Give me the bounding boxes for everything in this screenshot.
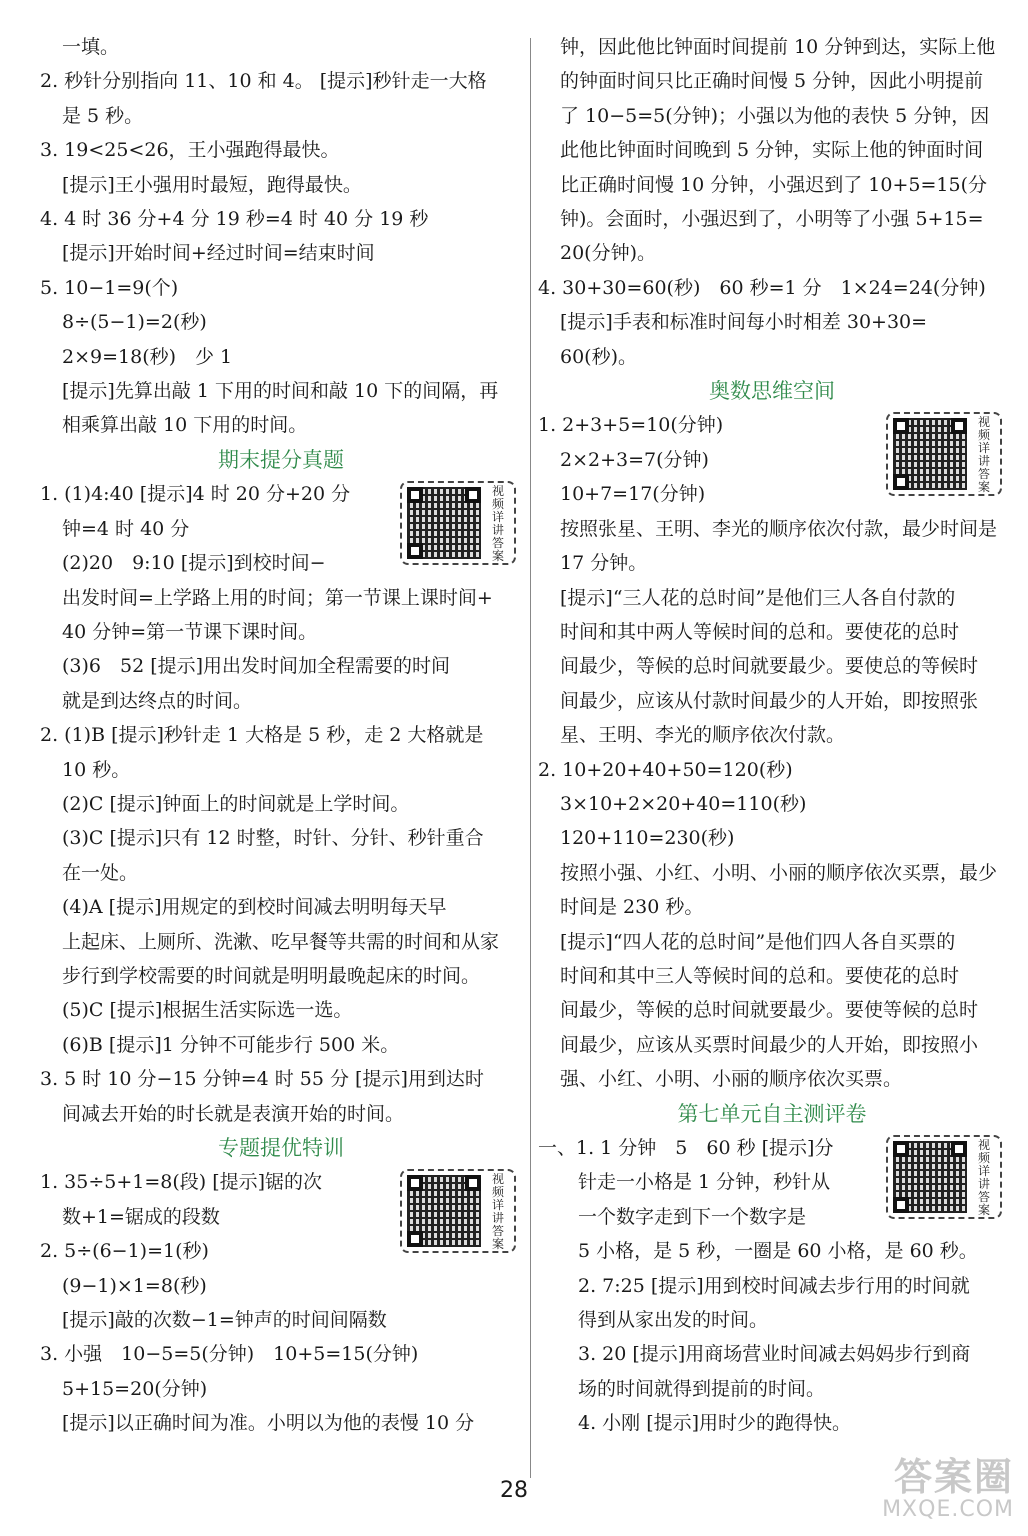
answer-line: 间减去开始的时长就是表演开始的时间。 (62, 1102, 405, 1125)
answer-line: 1. 35÷5+1=8(段) [提示]锯的次 (40, 1171, 323, 1194)
qr-video-label: 视频详讲答案 (492, 484, 505, 563)
right-column (538, 30, 1006, 1441)
answer-line: 2. 7:25 [提示]用到校时间减去步行用的时间就 (578, 1274, 970, 1297)
answer-line: 强、小红、小明、小丽的顺序依次买票。 (560, 1068, 903, 1091)
answer-line: 60(秒)。 (560, 345, 638, 368)
answer-line: 4. 30+30=60(秒) 60 秒=1 分 1×24=24(分钟) (538, 276, 986, 299)
answer-line: 数+1=锯成的段数 (62, 1205, 220, 1228)
answer-line: (6)B [提示]1 分钟不可能步行 500 米。 (62, 1033, 400, 1056)
answer-line: 2. 10+20+40+50=120(秒) (538, 758, 793, 781)
answer-line: (4)A [提示]用规定的到校时间减去明明每天早 (62, 896, 447, 919)
answer-line: 的钟面时间只比正确时间慢 5 分钟，因此小明提前 (560, 70, 984, 93)
answer-line: 一填。 (62, 36, 120, 58)
answer-line: 星、王明、李光的顺序依次付款。 (560, 724, 846, 747)
answer-line: [提示]王小强用时最短，跑得最快。 (62, 173, 362, 196)
answer-line: [提示]“四人花的总时间”是他们四人各自买票的 (560, 930, 956, 953)
qr-finder-mark (407, 1175, 423, 1191)
answer-line: 时间是 230 秒。 (560, 896, 704, 919)
answer-line: (2)C [提示]钟面上的时间就是上学时间。 (62, 792, 410, 815)
answer-line: 比正确时间慢 10 分钟，小强迟到了 10+5=15(分 (560, 173, 987, 196)
answer-line: 20(分钟)。 (560, 242, 657, 265)
answer-line: 5+15=20(分钟) (62, 1377, 208, 1400)
answer-line: 120+110=230(秒) (560, 827, 735, 850)
answer-line: 间最少，等候的总时间就要最少。要使等候的总时 (560, 999, 979, 1022)
answer-line: 一、1. 1 分钟 5 60 秒 [提示]分 (538, 1137, 834, 1159)
answer-line: 1. 2+3+5=10(分钟) (538, 414, 724, 437)
answer-line: 间最少，等候的总时间就要最少。要使总的等候时 (560, 655, 979, 678)
qr-finder-mark (951, 418, 967, 434)
page-number: 28 (500, 1478, 528, 1503)
answer-line: 3. 小强 10−5=5(分钟) 10+5=15(分钟) (40, 1343, 419, 1366)
answer-line: 针走一小格是 1 分钟，秒针从 (578, 1171, 831, 1194)
watermark-domain: MXQE.COM (882, 1497, 1014, 1522)
answer-line: 时间和其中三人等候时间的总和。要使花的总时 (560, 964, 960, 987)
answer-line: 是 5 秒。 (62, 104, 144, 127)
answer-line: 上起床、上厕所、洗漱、吃早餐等共需的时间和从家 (62, 930, 500, 953)
section-heading: 期末提分真题 (218, 447, 344, 472)
answer-line: 2. 5÷(6−1)=1(秒) (40, 1240, 209, 1263)
qr-finder-mark (465, 487, 481, 503)
answer-line: 按照小强、小红、小明、小丽的顺序依次买票，最少 (560, 861, 998, 884)
answer-line: 2. (1)B [提示]秒针走 1 大格是 5 秒，走 2 大格就是 (40, 724, 484, 747)
qr-finder-mark (893, 418, 909, 434)
answer-line: (5)C [提示]根据生活实际选一选。 (62, 999, 353, 1022)
watermark-logo (844, 1456, 1014, 1528)
answer-line: 时间和其中两人等候时间的总和。要使花的总时 (560, 620, 960, 643)
answer-line: 4. 4 时 36 分+4 分 19 秒=4 时 40 分 19 秒 (40, 208, 429, 231)
answer-line: 3. 20 [提示]用商场营业时间减去妈妈步行到商 (578, 1343, 971, 1366)
answer-line: (2)20 9:10 [提示]到校时间− (62, 552, 326, 575)
qr-video-label: 视频详讲答案 (978, 1138, 991, 1217)
answer-line: 在一处。 (62, 861, 139, 884)
answer-line: 2. 秒针分别指向 11、10 和 4。 [提示]秒针走一大格 (40, 70, 487, 93)
column-divider (530, 38, 531, 1478)
answer-line: 10+7=17(分钟) (560, 483, 706, 506)
answer-line: [提示]以正确时间为准。小明以为他的表慢 10 分 (62, 1412, 475, 1435)
qr-finder-mark (465, 1175, 481, 1191)
section-heading: 第七单元自主测评卷 (677, 1101, 867, 1126)
answer-line: 5 小格，是 5 秒，一圈是 60 小格，是 60 秒。 (578, 1240, 978, 1263)
answer-line: [提示]手表和标准时间每小时相差 30+30= (560, 311, 928, 334)
answer-line: 步行到学校需要的时间就是明明最晚起床的时间。 (62, 964, 481, 987)
answer-line: 2×2+3=7(分钟) (560, 448, 709, 471)
answer-line: 2×9=18(秒) 少 1 (62, 345, 233, 368)
qr-video-label: 视频详讲答案 (492, 1172, 505, 1251)
answer-line: 间最少，应该从买票时间最少的人开始，即按照小 (560, 1033, 979, 1056)
answer-line: 间最少，应该从付款时间最少的人开始，即按照张 (560, 689, 979, 712)
answer-line: 按照张星、王明、李光的顺序依次付款，最少时间是 (560, 517, 998, 540)
answer-line: 此他比钟面时间晚到 5 分钟，实际上他的钟面时间 (560, 139, 984, 162)
watermark-main: 答案圈 (893, 1455, 1014, 1499)
answer-line: 17 分钟。 (560, 552, 648, 575)
answer-line: 了 10−5=5(分钟)；小强以为他的表快 5 分钟，因 (560, 104, 990, 127)
answer-line: 钟=4 时 40 分 (62, 517, 190, 540)
answer-line: [提示]先算出敲 1 下用的时间和敲 10 下的间隔，再 (62, 380, 499, 403)
answer-line: [提示]“三人花的总时间”是他们三人各自付款的 (560, 586, 956, 609)
answer-line: 就是到达终点的时间。 (62, 689, 253, 712)
answer-line: 3. 5 时 10 分−15 分钟=4 时 55 分 [提示]用到达时 (40, 1068, 484, 1091)
answer-line: 3×10+2×20+40=110(秒) (560, 792, 807, 815)
answer-line: 8÷(5−1)=2(秒) (62, 311, 207, 334)
left-column (40, 30, 522, 1441)
answer-line: (3)C [提示]只有 12 时整，时针、分针、秒针重合 (62, 827, 484, 850)
answer-line: 3. 19<25<26，王小强跑得最快。 (40, 139, 340, 162)
answer-line: 5. 10−1=9(个) (40, 276, 179, 299)
answer-line: [提示]开始时间+经过时间=结束时间 (62, 242, 375, 265)
qr-finder-mark (951, 1141, 967, 1157)
answer-line: 相乘算出敲 10 下用的时间。 (62, 414, 308, 437)
answer-line: (3)6 52 [提示]用出发时间加全程需要的时间 (62, 655, 451, 678)
section-heading: 奥数思维空间 (709, 379, 835, 404)
answer-line: 场的时间就得到提前的时间。 (578, 1377, 826, 1400)
qr-video-label: 视频详讲答案 (978, 415, 991, 494)
answer-line: 一个数字走到下一个数字是 (578, 1205, 807, 1228)
qr-finder-mark (893, 1141, 909, 1157)
answer-line: 1. (1)4:40 [提示]4 时 20 分+20 分 (40, 483, 351, 506)
answer-line: 钟，因此他比钟面时间提前 10 分钟到达，实际上他 (560, 36, 996, 58)
answer-line: 钟)。会面时，小强迟到了，小明等了小强 5+15= (560, 208, 984, 231)
answer-line: 得到从家出发的时间。 (578, 1309, 769, 1332)
section-heading: 专题提优特训 (218, 1136, 344, 1160)
answer-line: 40 分钟=第一节课下课时间。 (62, 620, 318, 643)
answer-line: 10 秒。 (62, 758, 131, 781)
qr-finder-mark (407, 487, 423, 503)
answer-line: [提示]敲的次数−1=钟声的时间间隔数 (62, 1309, 387, 1332)
answer-line: 出发时间=上学路上用的时间；第一节课上课时间+ (62, 586, 493, 609)
answer-line: 4. 小刚 [提示]用时少的跑得快。 (578, 1412, 852, 1435)
answer-line: (9−1)×1=8(秒) (62, 1274, 207, 1297)
